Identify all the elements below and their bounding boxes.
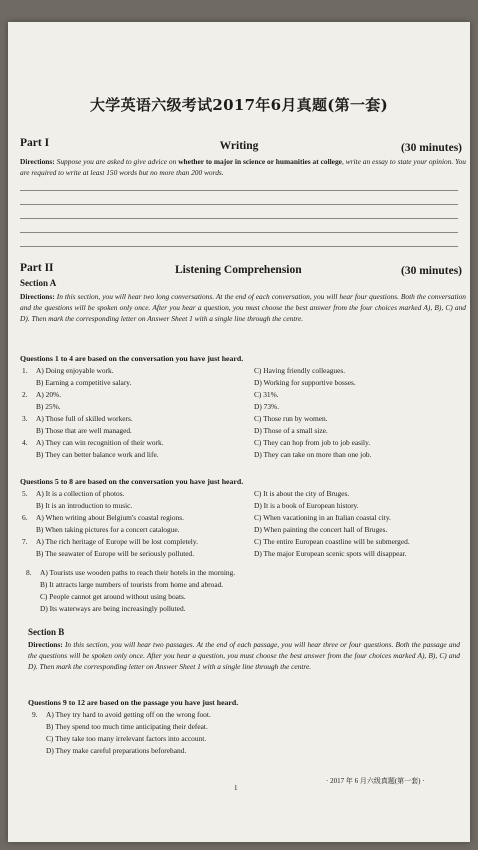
option-a: A) Those full of skilled workers.	[36, 414, 133, 423]
option-b: B) They spend too much time anticipating their defeat.	[46, 722, 208, 731]
question-number: 5.	[22, 489, 28, 498]
running-footer: · 2017 年 6 月六级真题(第一套) ·	[326, 777, 425, 785]
option-b: B) Earning a competitive salary.	[36, 378, 132, 387]
option-c: C) People cannot get around without using boats.	[40, 592, 186, 601]
part2-label: Part II	[20, 262, 54, 274]
option-c: C) Having friendly colleagues.	[254, 366, 346, 375]
option-b: B) They can better balance work and life.	[36, 450, 159, 459]
question-number: 7.	[22, 537, 28, 546]
writing-line	[20, 232, 458, 233]
option-b: B) Those that are well managed.	[36, 426, 132, 435]
part1-directions	[20, 156, 466, 178]
questions-9-12-heading: Questions 9 to 12 are based on the passage you have just heard.	[28, 698, 239, 707]
questions-5-8-heading: Questions 5 to 8 are based on the conversation you have just heard.	[20, 477, 244, 486]
option-c: C) It is about the city of Bruges.	[254, 489, 350, 498]
option-b: B) It attracts large numbers of tourists from home and abroad.	[40, 580, 224, 589]
question-number: 6.	[22, 513, 28, 522]
option-a: A) They can win recognition of their work.	[36, 438, 164, 447]
option-a: A) When writing about Belgium's coastal regions.	[36, 513, 184, 522]
option-d: D) Its waterways are being increasingly polluted.	[40, 604, 186, 613]
directions-label: Directions:	[28, 640, 63, 649]
option-d: D) The major European scenic spots will disappear.	[254, 549, 407, 558]
section-a-heading: Section A	[20, 278, 57, 288]
question-number: 8.	[26, 568, 32, 577]
question-number: 1.	[22, 366, 28, 375]
page-number: 1	[234, 784, 238, 792]
option-c: C) 31%.	[254, 390, 279, 399]
directions-emphasis: whether to major in science or humanities at college	[178, 157, 342, 166]
writing-line	[20, 246, 458, 247]
directions-text-end: , write an essay to state your opinion. You are required to write at least 150 words but no more than 200 words.	[20, 157, 466, 177]
option-c: C) They take too many irrelevant factors into account.	[46, 734, 207, 743]
option-a: A) Tourists use wooden paths to reach their hotels in the morning.	[40, 568, 236, 577]
option-b: B) It is an introduction to music.	[36, 501, 133, 510]
question-number: 2.	[22, 390, 28, 399]
option-c: C) Those run by women.	[254, 414, 328, 423]
option-d: D) They make careful preparations beforehand.	[46, 746, 187, 755]
part1-label: Part I	[20, 137, 50, 149]
option-b: B) The seawater of Europe will be seriously polluted.	[36, 549, 195, 558]
writing-line	[20, 218, 458, 219]
page-title: 大学英语六级考试2017年6月真题(第一套)	[90, 96, 388, 114]
directions-text: In this section, you will hear two passages. At the end of each passage, you will hear three or four questions. Both the passage and the questions will be spoken only once. After you hear a question, you must choose the best answer from the four choices marked A), B), C) and D). Then mark the corresponding letter on Answer Sheet 1 with a single line through the centre.	[28, 640, 460, 671]
section-b-directions	[28, 639, 460, 672]
option-b: B) 25%.	[36, 402, 61, 411]
writing-line	[20, 190, 458, 191]
question-number: 4.	[22, 438, 28, 447]
part1-name: Writing	[219, 140, 259, 152]
directions-label: Directions:	[20, 157, 55, 166]
directions-label: Directions:	[20, 292, 55, 301]
directions-text: In this section, you will hear two long conversations. At the end of each conversation, you will hear four questions. Both the conversation and the questions will be spoken only once. After you hear a question, you must choose the best answer from the four choices marked A), B), C) and D). Then mark the corresponding letter on Answer Sheet 1 with a single line through the centre.	[20, 292, 466, 323]
option-a: A) They try hard to avoid getting off on the wrong foot.	[46, 710, 211, 719]
option-a: A) It is a collection of photos.	[36, 489, 125, 498]
section-a-directions	[20, 291, 466, 324]
directions-text: Suppose you are asked to give advice on	[56, 157, 179, 166]
option-d: D) Those of a small size.	[254, 426, 328, 435]
option-a: A) Doing enjoyable work.	[36, 366, 114, 375]
option-c: C) The entire European coastline will be submerged.	[254, 537, 410, 546]
option-d: D) They can take on more than one job.	[254, 450, 372, 459]
option-c: C) When vacationing in an Italian coastal city.	[254, 513, 391, 522]
exam-page	[8, 22, 470, 842]
questions-1-4-heading: Questions 1 to 4 are based on the conversation you have just heard.	[20, 354, 244, 363]
part1-time: (30 minutes)	[400, 142, 462, 154]
question-number: 3.	[22, 414, 28, 423]
section-b-heading: Section B	[28, 627, 65, 637]
option-c: C) They can hop from job to job easily.	[254, 438, 371, 447]
part2-name: Listening Comprehension	[175, 264, 302, 276]
writing-line	[20, 204, 458, 205]
option-d: D) Working for supportive bosses.	[254, 378, 356, 387]
option-a: A) 20%.	[36, 390, 62, 399]
option-d: D) It is a book of European history.	[254, 501, 359, 510]
option-d: D) 73%.	[254, 402, 280, 411]
part2-time: (30 minutes)	[400, 265, 462, 277]
question-number: 9.	[32, 710, 38, 719]
option-b: B) When taking pictures for a concert catalogue.	[36, 525, 180, 534]
option-a: A) The rich heritage of Europe will be lost completely.	[36, 537, 198, 546]
option-d: D) When painting the concert hall of Bruges.	[254, 525, 388, 534]
